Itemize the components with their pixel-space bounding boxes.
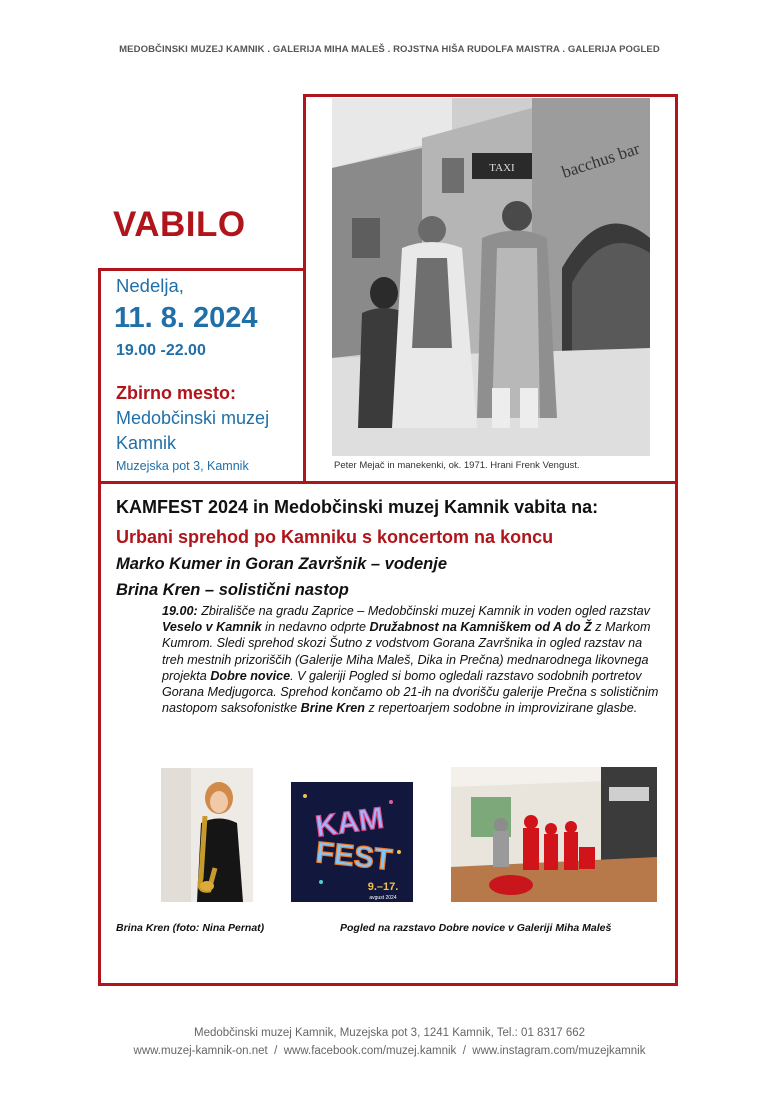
description-emphasis: Dobre novice [210, 668, 291, 683]
description-time: 19.00: [162, 604, 198, 618]
footer [0, 1024, 779, 1060]
description-emphasis: Brine Kren [300, 701, 365, 716]
poster-line2: FEST [314, 836, 394, 877]
headline: KAMFEST 2024 in Medobčinski muzej Kamnik vabita na: [116, 497, 599, 517]
footer-separator: / [274, 1045, 278, 1057]
event-time: 19.00 -22.00 [116, 342, 206, 359]
footer-instagram-link[interactable]: www.instagram.com/muzejkamnik [472, 1045, 646, 1057]
photo-sign-bar: bacchus bar [559, 138, 643, 182]
description-text: Zbirališče na gradu Zaprice – Medobčinski muzej Kamnik in voden ogled razstav [197, 604, 650, 618]
meeting-place-line1: Medobčinski muzej [116, 408, 270, 428]
description-text: in nedavno odprte [261, 620, 370, 635]
event-description [162, 603, 662, 716]
description-emphasis: Veselo v Kamnik [162, 620, 262, 635]
meeting-place-line2: Kamnik [116, 433, 177, 453]
description-emphasis: Družabnost na Kamniškem od A do Ž [369, 620, 592, 635]
event-day: Nedelja, [116, 275, 184, 296]
exhibition-photo [451, 767, 657, 902]
subheadline: Urbani sprehod po Kamniku s koncertom na koncu [116, 527, 554, 547]
description-text: z repertoarjem sodobne in improvizirane glasbe. [365, 701, 638, 716]
historical-photo [332, 98, 650, 456]
footer-facebook-link[interactable]: www.facebook.com/muzej.kamnik [283, 1045, 457, 1057]
kamfest-poster [291, 782, 413, 902]
saxophonist-photo [161, 768, 253, 902]
caption-left: Brina Kren (foto: Nina Pernat) [116, 922, 265, 934]
description-text: z Markom Kumrom. Sledi sprehod skozi Šutno z vodstvom Gorana Završnika in ogled razstav na treh mestnih prizoriščih (Galerije Miha Maleš, Dika in Prečna) mednarodnega likovnega projekta [162, 620, 651, 683]
soloist-line: Brina Kren – solistični nastop [116, 581, 349, 599]
photo-caption: Peter Mejač in manekenki, ok. 1971. Hrani Frenk Vengust. [334, 460, 580, 471]
photo-sign-taxi: TAXI [489, 162, 515, 174]
event-date: 11. 8. 2024 [114, 302, 258, 334]
caption-right: Pogled na razstavo Dobre novice v Galeriji Miha Maleš [340, 922, 612, 934]
footer-separator: / [462, 1045, 466, 1057]
footer-web-link[interactable]: www.muzej-kamnik-on.net [133, 1045, 268, 1057]
description-text: . V galeriji Pogled si bomo ogledali razstavo sodobnih portretov Gorana Medjugorca. Sprehod končamo ob 21-ih na dvorišču galerije Prečna s solističnim nastopom saksofonistke [162, 668, 659, 716]
page-title: VABILO [113, 205, 246, 244]
meeting-label: Zbirno mesto: [116, 383, 236, 403]
footer-address: Medobčinski muzej Kamnik, Muzejska pot 3, 1241 Kamnik, Tel.: 01 8317 662 [194, 1027, 585, 1039]
footer-links [0, 1042, 779, 1060]
poster-month: avgust 2024 [369, 895, 397, 901]
meeting-address: Muzejska pot 3, Kamnik [116, 459, 249, 473]
guides-line: Marko Kumer in Goran Završnik – vodenje [116, 555, 448, 573]
poster-line1: KAM [313, 801, 386, 844]
header-institutions: MEDOBČINSKI MUZEJ KAMNIK . GALERIJA MIHA MALEŠ . ROJSTNA HIŠA RUDOLFA MAISTRA . GALERIJA POGLED [119, 44, 660, 55]
poster-dates: 9.–17. [367, 881, 399, 893]
